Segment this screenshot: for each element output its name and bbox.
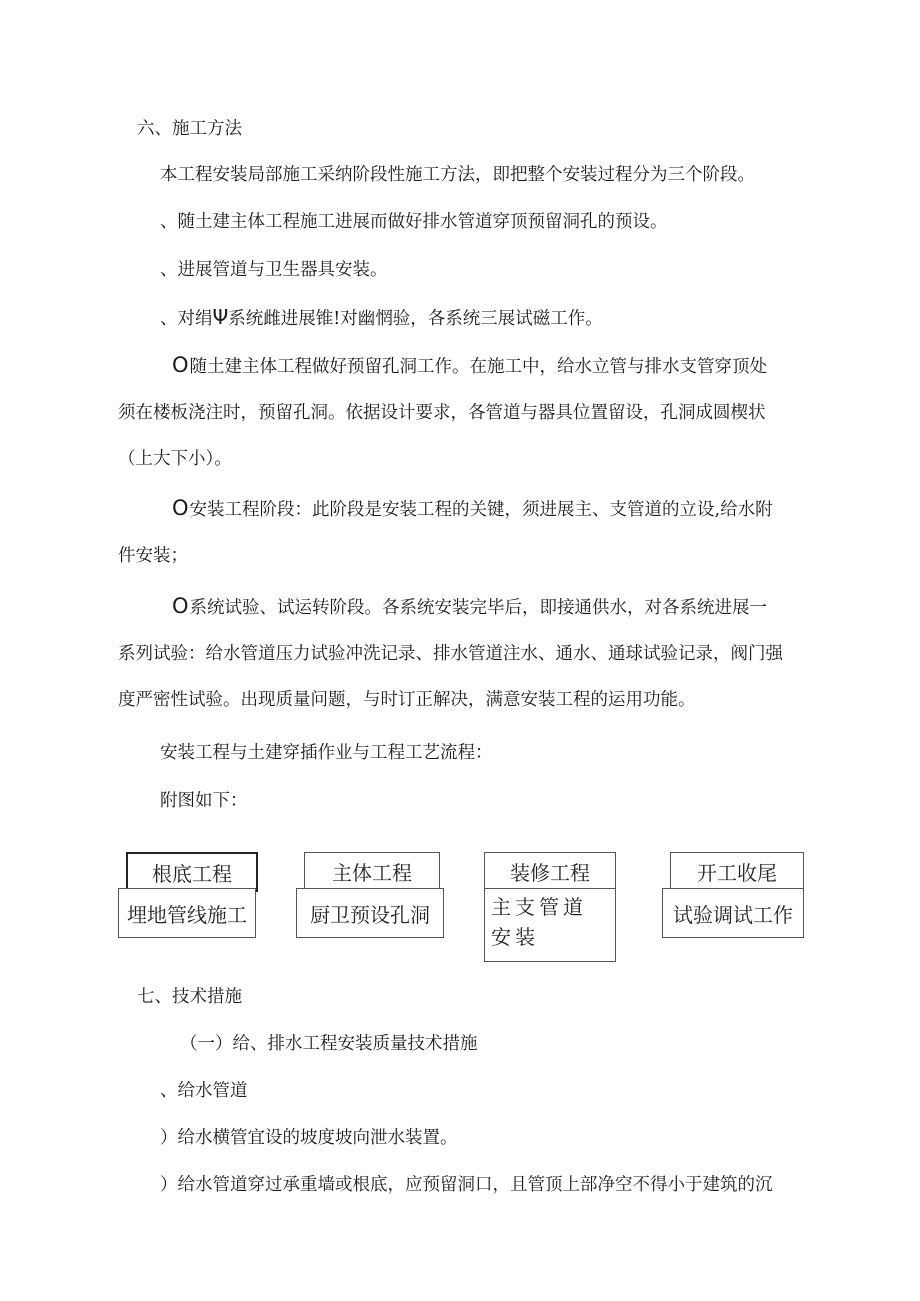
section7-subheading: （一）给、排水工程安装质量技术措施 <box>180 1034 478 1054</box>
flow-box-reserved-holes: 厨卫预设孔洞 <box>296 888 444 938</box>
psi-glyph: Ψ <box>212 305 229 329</box>
section6-intro: 本工程安装局部施工采纳阶段性施工方法，即把整个安装过程分为三个阶段。 <box>160 165 755 185</box>
flow-box-underground-pipes: 埋地管线施工 <box>118 888 256 938</box>
flow-box-main-structure: 主体工程 <box>304 852 440 892</box>
step-3-pre: 、对绢 <box>160 309 213 329</box>
flow-box-completion: 开工收尾 <box>670 852 804 892</box>
phase-3 <box>118 594 783 712</box>
figure-caption: 附图如下： <box>160 791 248 811</box>
point-2: ）给水管道穿过承重墙或根底，应预留洞口，且管顶上部净空不得小于建筑的沉 <box>160 1175 773 1195</box>
phase-3-line-1: 系统试验、试运转阶段。各系统安装完毕后，即接通供水，对各系统进展一 <box>189 598 768 618</box>
flow-box-foundation: 根底工程 <box>126 852 258 892</box>
phase-1-line-1: 随土建主体工程做好预留孔洞工作。在施工中，给水立管与排水支管穿顶处 <box>189 357 768 377</box>
flow-intro: 安装工程与土建穿插作业与工程工艺流程： <box>160 743 493 763</box>
point-1: ）给水横管宜设的坡度坡向泄水装置。 <box>160 1128 458 1148</box>
phase-3-line-2: 系列试验：给水管道压力试验冲洗记录、排水管道注水、通水、通球试验记录，阀门强 <box>118 644 783 664</box>
circle-bullet-icon: O <box>172 353 189 377</box>
phase-2-line-1: 安装工程阶段：此阶段是安装工程的关键，须进展主、支管道的立设,给水附 <box>189 500 773 520</box>
step-3-post: 系统雌进展锥!对幽惘验，各系统三展试磁工作。 <box>228 309 603 329</box>
step-3 <box>160 305 603 331</box>
flow-box-testing: 试验调试工作 <box>662 888 804 938</box>
step-1: 、随土建主体工程施工进展而做好排水管道穿顶预留洞孔的预设。 <box>160 212 668 232</box>
circle-bullet-icon: O <box>172 594 189 618</box>
phase-1-line-3: （上大下小）。 <box>118 449 232 469</box>
phase-3-line-3: 度严密性试验。出现质量问题，与时订正解决，满意安装工程的运用功能。 <box>118 690 696 710</box>
phase-1-line-2: 须在楼板浇注时，预留孔洞。依据设计要求，各管道与器具位置留设，孔洞成圆楔状 <box>118 403 766 423</box>
section6-heading: 六、施工方法 <box>137 119 242 139</box>
phase-2 <box>118 496 773 568</box>
phase-2-line-2: 件安装； <box>118 546 188 566</box>
step-2: 、进展管道与卫生器具安装。 <box>160 260 388 280</box>
section7-heading: 七、技术措施 <box>137 987 242 1007</box>
water-supply-item: 、给水管道 <box>160 1081 248 1101</box>
flow-box-decoration: 装修工程 <box>484 852 616 892</box>
flow-box-pipe-installation: 主支管道安装 <box>484 888 616 962</box>
circle-bullet-icon: O <box>172 496 189 520</box>
phase-1 <box>118 353 767 471</box>
